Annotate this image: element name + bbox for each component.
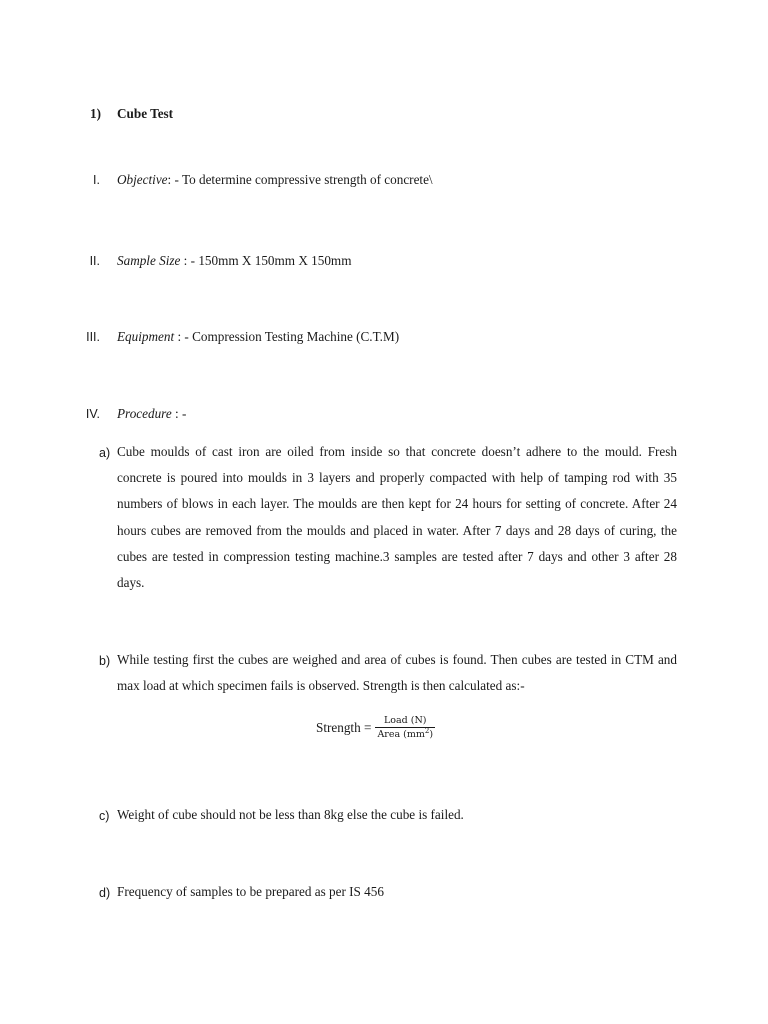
section-text: To determine compressive strength of concrete\ — [181, 172, 433, 187]
section-numeral-4: IV. — [85, 407, 100, 421]
strength-formula — [316, 714, 435, 741]
section-numeral-1: I. — [93, 173, 100, 187]
procedure-marker-b: b) — [99, 654, 111, 668]
section-label: Procedure — [117, 406, 172, 421]
formula-fraction — [375, 714, 435, 741]
procedure-marker-d: d) — [99, 886, 111, 900]
section-separator: : - — [171, 406, 187, 421]
section-sample-size — [117, 253, 351, 269]
procedure-paragraph-c: Weight of cube should not be less than 8kg else the cube is failed. — [117, 807, 464, 822]
section-separator: : - — [174, 329, 193, 344]
section-text: Compression Testing Machine (C.T.M) — [192, 329, 400, 344]
section-label: Equipment — [117, 329, 175, 344]
denominator-close: ) — [429, 729, 434, 740]
denominator-exponent: 2 — [424, 726, 430, 735]
section-equipment — [117, 329, 399, 345]
formula-lhs: Strength = — [316, 719, 372, 735]
denominator-text: Area (mm — [377, 729, 425, 740]
procedure-paragraph-b: While testing first the cubes are weighed and area of cubes is found. Then cubes are tested in CTM and max load at which specimen fails is observed. Strength is then calculated as:- — [117, 652, 677, 694]
section-text: 150mm X 150mm X 150mm — [198, 253, 352, 268]
formula-denominator — [375, 728, 435, 741]
section-label: Sample Size — [117, 253, 181, 268]
section-objective — [117, 172, 433, 188]
procedure-paragraph-d: Frequency of samples to be prepared as per IS 456 — [117, 884, 384, 899]
procedure-marker-c: c) — [99, 809, 110, 823]
procedure-paragraph-a: Cube moulds of cast iron are oiled from inside so that concrete doesn’t adhere to the mould. Fresh concrete is poured into moulds in 3 layers and properly compacted with help of tamping rod with 35 numbers of blows in each layer. The moulds are then kept for 24 hours for setting of concrete. After 24 hours cubes are removed from the moulds and placed in water. After 7 days and 28 days of curing, the cubes are tested in compression testing machine.3 samples are tested after 7 days and other 3 after 28 days. — [117, 444, 677, 591]
section-numeral-2: II. — [89, 254, 100, 268]
section-separator: : - — [180, 253, 199, 268]
page-title: Cube Test — [117, 106, 174, 121]
heading-number: 1) — [90, 106, 101, 121]
section-procedure — [117, 406, 186, 422]
section-numeral-3: III. — [86, 330, 100, 344]
section-label: Objective — [117, 172, 168, 187]
section-separator: : - — [167, 172, 182, 187]
procedure-marker-a: a) — [99, 446, 111, 460]
formula-numerator: Load (N) — [383, 715, 427, 726]
